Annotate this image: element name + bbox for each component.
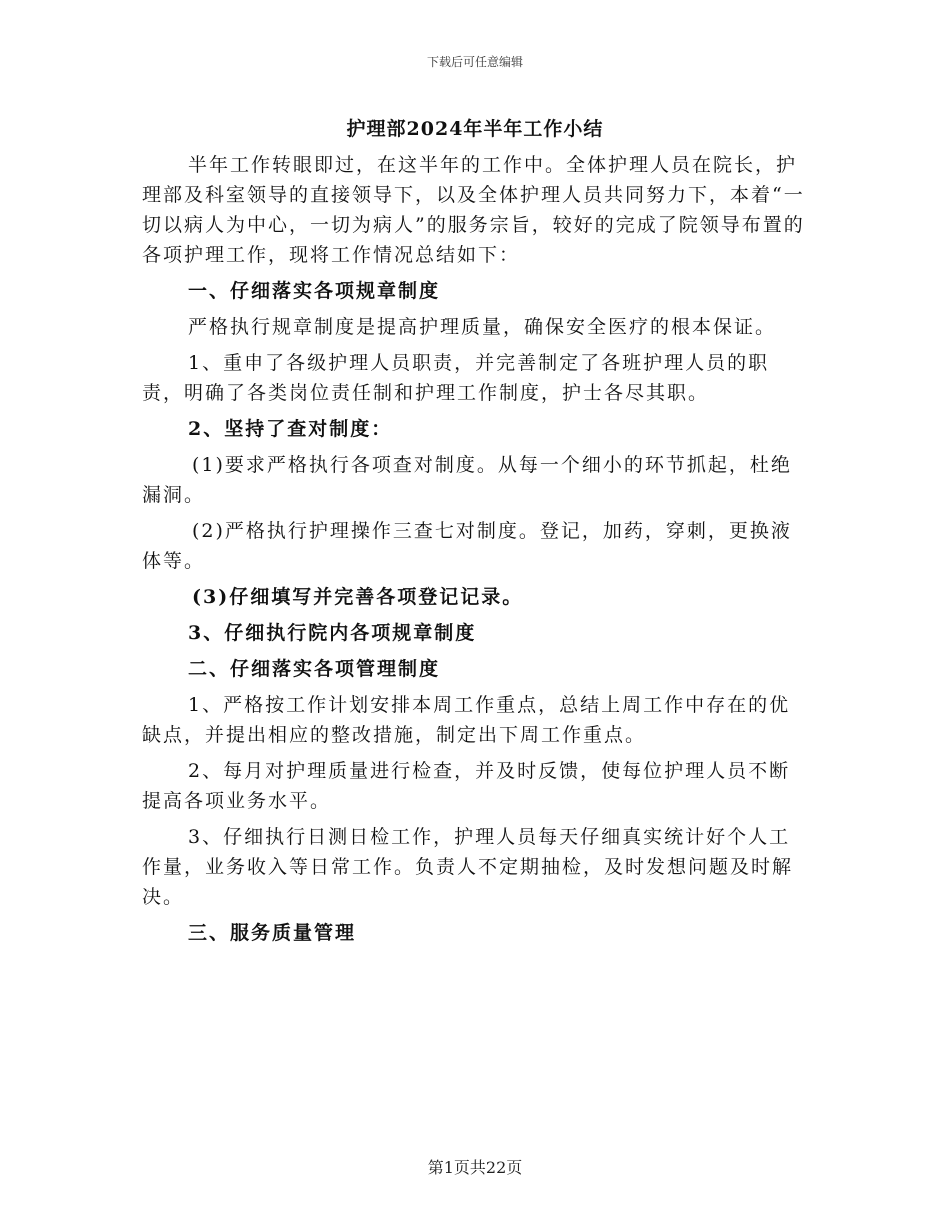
section-heading-2: 二、仔细落实各项管理制度 (188, 658, 441, 680)
paragraph: (2)严格执行护理操作三查七对制度。登记，加药，穿刺，更换液体等。 (142, 520, 792, 572)
page-number: 第1页共22页 (427, 1158, 523, 1177)
section-heading-1: 一、仔细落实各项规章制度 (188, 280, 441, 302)
subheading: (3)仔细填写并完善各项登记记录。 (192, 586, 524, 608)
document-body (142, 150, 808, 954)
subheading: 3、仔细执行院内各项规章制度 (188, 622, 477, 644)
subheading: 2、坚持了查对制度： (188, 418, 393, 440)
paragraph: 1、严格按工作计划安排本周工作重点，总结上周工作中存在的优缺点，并提出相应的整改措施，制定出下周工作重点。 (142, 694, 791, 746)
paragraph: 3、仔细执行日测日检工作，护理人员每天仔细真实统计好个人工作量，业务收入等日常工作。负责人不定期抽检，及时发想问题及时解决。 (142, 826, 794, 908)
paragraph: (1)要求严格执行各项查对制度。从每一个细小的环节抓起，杜绝漏洞。 (142, 454, 792, 506)
paragraph: 2、每月对护理质量进行检查，并及时反馈，使每位护理人员不断提高各项业务水平。 (142, 760, 791, 812)
document-title: 护理部2024年半年工作小结 (346, 118, 604, 140)
paragraph: 1、重申了各级护理人员职责，并完善制定了各班护理人员的职责，明确了各类岗位责任制和护理工作制度，护士各尽其职。 (142, 352, 770, 404)
header-note: 下载后可任意编辑 (426, 55, 523, 69)
section-heading-3: 三、服务质量管理 (188, 922, 357, 944)
paragraph-intro: 半年工作转眼即过，在这半年的工作中。全体护理人员在院长，护理部及科室领导的直接领导下，以及全体护理人员共同努力下，本着“一切以病人为中心，一切为病人”的服务宗旨，较好的完成了院领导布置的各项护理工作，现将工作情况总结如下： (142, 154, 805, 266)
paragraph: 严格执行规章制度是提高护理质量，确保安全医疗的根本保证。 (188, 316, 777, 338)
